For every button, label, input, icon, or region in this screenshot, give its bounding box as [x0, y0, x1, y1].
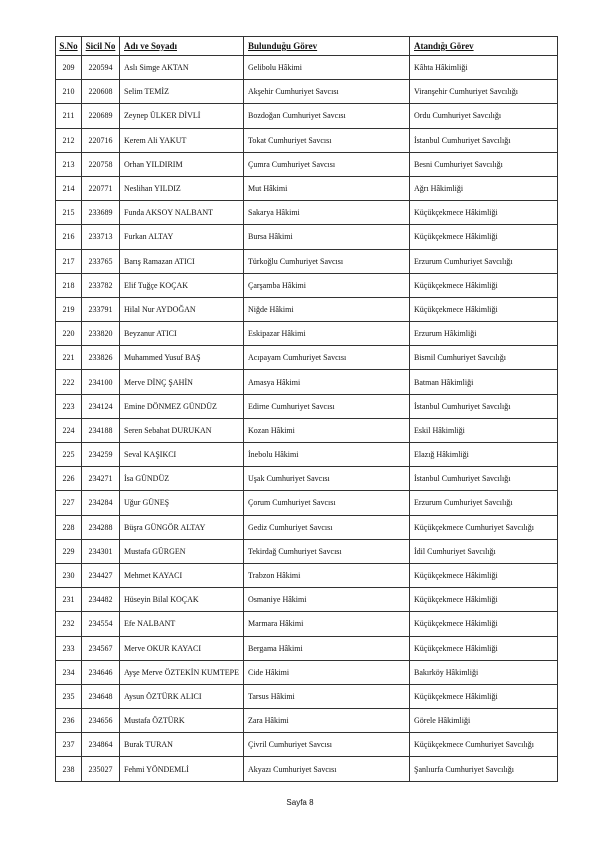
table-row [56, 273, 558, 297]
row-current-post: İnebolu Hâkimi [244, 443, 410, 467]
row-name: Seren Sebahat DURUKAN [120, 418, 244, 442]
row-sno: 224 [56, 418, 82, 442]
row-sicil: 234301 [82, 539, 120, 563]
row-name: Merve DİNÇ ŞAHİN [120, 370, 244, 394]
header-assigned-post: Atandığı Görev [410, 37, 558, 56]
row-sno: 212 [56, 128, 82, 152]
table-row [56, 225, 558, 249]
row-assigned-post: Kâhta Hâkimliği [410, 56, 558, 80]
row-sno: 217 [56, 249, 82, 273]
row-current-post: Eskipazar Hâkimi [244, 322, 410, 346]
row-sicil: 234271 [82, 467, 120, 491]
row-sno: 229 [56, 539, 82, 563]
row-sno: 222 [56, 370, 82, 394]
row-sicil: 220716 [82, 128, 120, 152]
row-assigned-post: Eskil Hâkimliği [410, 418, 558, 442]
row-sicil: 220758 [82, 152, 120, 176]
row-sno: 230 [56, 563, 82, 587]
table-row [56, 757, 558, 781]
row-name: Elif Tuğçe KOÇAK [120, 273, 244, 297]
table-row [56, 709, 558, 733]
row-sicil: 234864 [82, 733, 120, 757]
table-row [56, 660, 558, 684]
row-name: Seval KAŞIKCI [120, 443, 244, 467]
row-sno: 228 [56, 515, 82, 539]
row-sno: 218 [56, 273, 82, 297]
row-current-post: Zara Hâkimi [244, 709, 410, 733]
row-sicil: 233713 [82, 225, 120, 249]
table-row [56, 394, 558, 418]
row-name: Efe NALBANT [120, 612, 244, 636]
row-sno: 220 [56, 322, 82, 346]
row-sno: 227 [56, 491, 82, 515]
row-sicil: 233689 [82, 201, 120, 225]
row-sicil: 233820 [82, 322, 120, 346]
table-row [56, 80, 558, 104]
table-row [56, 346, 558, 370]
table-row [56, 176, 558, 200]
row-sicil: 234188 [82, 418, 120, 442]
row-sicil: 234656 [82, 709, 120, 733]
row-current-post: Gelibolu Hâkimi [244, 56, 410, 80]
row-sicil: 233826 [82, 346, 120, 370]
row-name: Aysun ÖZTÜRK ALICI [120, 684, 244, 708]
row-current-post: Çorum Cumhuriyet Savcısı [244, 491, 410, 515]
table-row [56, 491, 558, 515]
row-assigned-post: Erzurum Cumhuriyet Savcılığı [410, 491, 558, 515]
row-name: Neslihan YILDIZ [120, 176, 244, 200]
row-current-post: Bergama Hâkimi [244, 636, 410, 660]
row-assigned-post: Erzurum Cumhuriyet Savcılığı [410, 249, 558, 273]
row-name: Kerem Ali YAKUT [120, 128, 244, 152]
row-sicil: 220594 [82, 56, 120, 80]
row-current-post: Tekirdağ Cumhuriyet Savcısı [244, 539, 410, 563]
row-current-post: Bozdoğan Cumhuriyet Savcısı [244, 104, 410, 128]
row-name: Merve OKUR KAYACI [120, 636, 244, 660]
row-sno: 232 [56, 612, 82, 636]
row-current-post: Tokat Cumhuriyet Savcısı [244, 128, 410, 152]
table-row [56, 322, 558, 346]
row-name: Aslı Simge AKTAN [120, 56, 244, 80]
row-current-post: Uşak Cumhuriyet Savcısı [244, 467, 410, 491]
row-sno: 231 [56, 588, 82, 612]
row-current-post: Acıpayam Cumhuriyet Savcısı [244, 346, 410, 370]
row-current-post: Marmara Hâkimi [244, 612, 410, 636]
row-assigned-post: Küçükçekmece Hâkimliği [410, 201, 558, 225]
row-assigned-post: Besni Cumhuriyet Savcılığı [410, 152, 558, 176]
row-sicil: 220608 [82, 80, 120, 104]
table-row [56, 733, 558, 757]
row-sno: 238 [56, 757, 82, 781]
row-name: Mustafa GÜRGEN [120, 539, 244, 563]
row-name: Orhan YILDIRIM [120, 152, 244, 176]
row-sno: 214 [56, 176, 82, 200]
row-current-post: Niğde Hâkimi [244, 297, 410, 321]
row-assigned-post: Küçükçekmece Hâkimliği [410, 297, 558, 321]
row-sicil: 233791 [82, 297, 120, 321]
table-row [56, 418, 558, 442]
row-sicil: 234427 [82, 563, 120, 587]
row-sicil: 234648 [82, 684, 120, 708]
row-current-post: Bursa Hâkimi [244, 225, 410, 249]
row-current-post: Gediz Cumhuriyet Savcısı [244, 515, 410, 539]
row-assigned-post: Viranşehir Cumhuriyet Savcılığı [410, 80, 558, 104]
row-current-post: Akyazı Cumhuriyet Savcısı [244, 757, 410, 781]
row-assigned-post: İstanbul Cumhuriyet Savcılığı [410, 467, 558, 491]
row-assigned-post: Batman Hâkimliği [410, 370, 558, 394]
table-row [56, 588, 558, 612]
row-assigned-post: Küçükçekmece Hâkimliği [410, 684, 558, 708]
row-sicil: 234284 [82, 491, 120, 515]
table-row [56, 515, 558, 539]
row-name: Mehmet KAYACI [120, 563, 244, 587]
row-sno: 219 [56, 297, 82, 321]
row-name: Büşra GÜNGÖR ALTAY [120, 515, 244, 539]
row-assigned-post: Küçükçekmece Hâkimliği [410, 612, 558, 636]
row-sicil: 234288 [82, 515, 120, 539]
table-row [56, 563, 558, 587]
row-current-post: Çumra Cumhuriyet Savcısı [244, 152, 410, 176]
row-assigned-post: Erzurum Hâkimliği [410, 322, 558, 346]
row-sno: 210 [56, 80, 82, 104]
row-assigned-post: Ordu Cumhuriyet Savcılığı [410, 104, 558, 128]
row-current-post: Tarsus Hâkimi [244, 684, 410, 708]
header-sicil: Sicil No [82, 37, 120, 56]
row-current-post: Cide Hâkimi [244, 660, 410, 684]
row-current-post: Türkoğlu Cumhuriyet Savcısı [244, 249, 410, 273]
table-row [56, 297, 558, 321]
row-current-post: Sakarya Hâkimi [244, 201, 410, 225]
table-row [56, 636, 558, 660]
table-row [56, 370, 558, 394]
row-sno: 215 [56, 201, 82, 225]
row-sno: 213 [56, 152, 82, 176]
row-sicil: 234482 [82, 588, 120, 612]
row-name: İsa GÜNDÜZ [120, 467, 244, 491]
row-sno: 235 [56, 684, 82, 708]
row-sicil: 233765 [82, 249, 120, 273]
row-sno: 209 [56, 56, 82, 80]
row-assigned-post: Küçükçekmece Hâkimliği [410, 273, 558, 297]
assignment-table [55, 36, 558, 782]
row-name: Fehmi YÖNDEMLİ [120, 757, 244, 781]
row-name: Ayşe Merve ÖZTEKİN KUMTEPE [120, 660, 244, 684]
row-sicil: 220689 [82, 104, 120, 128]
table-row [56, 104, 558, 128]
table-row [56, 128, 558, 152]
row-name: Emine DÖNMEZ GÜNDÜZ [120, 394, 244, 418]
table-row [56, 443, 558, 467]
row-sno: 221 [56, 346, 82, 370]
row-current-post: Mut Hâkimi [244, 176, 410, 200]
header-current-post: Bulunduğu Görev [244, 37, 410, 56]
row-name: Furkan ALTAY [120, 225, 244, 249]
row-assigned-post: Şanlıurfa Cumhuriyet Savcılığı [410, 757, 558, 781]
row-current-post: Osmaniye Hâkimi [244, 588, 410, 612]
page-footer: Sayfa 8 [286, 798, 314, 807]
row-assigned-post: Küçükçekmece Cumhuriyet Savcılığı [410, 515, 558, 539]
row-current-post: Amasya Hâkimi [244, 370, 410, 394]
row-sicil: 234124 [82, 394, 120, 418]
row-current-post: Akşehir Cumhuriyet Savcısı [244, 80, 410, 104]
header-sno: S.No [56, 37, 82, 56]
table-row [56, 56, 558, 80]
row-sicil: 234100 [82, 370, 120, 394]
row-assigned-post: Ağrı Hâkimliği [410, 176, 558, 200]
row-sno: 234 [56, 660, 82, 684]
row-sicil: 235027 [82, 757, 120, 781]
row-sno: 226 [56, 467, 82, 491]
row-assigned-post: Bismil Cumhuriyet Savcılığı [410, 346, 558, 370]
row-current-post: Trabzon Hâkimi [244, 563, 410, 587]
row-name: Barış Ramazan ATICI [120, 249, 244, 273]
row-current-post: Kozan Hâkimi [244, 418, 410, 442]
row-sicil: 233782 [82, 273, 120, 297]
row-name: Mustafa ÖZTÜRK [120, 709, 244, 733]
row-assigned-post: Bakırköy Hâkimliği [410, 660, 558, 684]
row-sno: 236 [56, 709, 82, 733]
row-current-post: Edirne Cumhuriyet Savcısı [244, 394, 410, 418]
row-name: Funda AKSOY NALBANT [120, 201, 244, 225]
row-name: Muhammed Yusuf BAŞ [120, 346, 244, 370]
row-sno: 223 [56, 394, 82, 418]
table-row [56, 152, 558, 176]
table-row [56, 684, 558, 708]
row-sno: 216 [56, 225, 82, 249]
row-name: Beyzanur ATICI [120, 322, 244, 346]
header-row [56, 37, 558, 56]
table-row [56, 612, 558, 636]
row-name: Hüseyin Bilal KOÇAK [120, 588, 244, 612]
row-sno: 237 [56, 733, 82, 757]
row-assigned-post: Küçükçekmece Hâkimliği [410, 563, 558, 587]
row-assigned-post: Küçükçekmece Hâkimliği [410, 636, 558, 660]
row-assigned-post: İstanbul Cumhuriyet Savcılığı [410, 128, 558, 152]
row-current-post: Çarşamba Hâkimi [244, 273, 410, 297]
header-name: Adı ve Soyadı [120, 37, 244, 56]
row-name: Burak TURAN [120, 733, 244, 757]
row-sicil: 234259 [82, 443, 120, 467]
row-assigned-post: İstanbul Cumhuriyet Savcılığı [410, 394, 558, 418]
row-assigned-post: Küçükçekmece Hâkimliği [410, 225, 558, 249]
row-assigned-post: Küçükçekmece Cumhuriyet Savcılığı [410, 733, 558, 757]
row-assigned-post: Görele Hâkimliği [410, 709, 558, 733]
row-assigned-post: Elazığ Hâkimliği [410, 443, 558, 467]
row-sicil: 234567 [82, 636, 120, 660]
row-sno: 225 [56, 443, 82, 467]
row-current-post: Çivril Cumhuriyet Savcısı [244, 733, 410, 757]
row-name: Selim TEMİZ [120, 80, 244, 104]
row-assigned-post: İdil Cumhuriyet Savcılığı [410, 539, 558, 563]
row-assigned-post: Küçükçekmece Hâkimliği [410, 588, 558, 612]
row-name: Uğur GÜNEŞ [120, 491, 244, 515]
row-sicil: 234554 [82, 612, 120, 636]
row-name: Hilal Nur AYDOĞAN [120, 297, 244, 321]
table-row [56, 539, 558, 563]
row-sno: 211 [56, 104, 82, 128]
row-name: Zeynep ÜLKER DİVLİ [120, 104, 244, 128]
table-row [56, 467, 558, 491]
table-row [56, 201, 558, 225]
table-row [56, 249, 558, 273]
row-sno: 233 [56, 636, 82, 660]
row-sicil: 220771 [82, 176, 120, 200]
row-sicil: 234646 [82, 660, 120, 684]
